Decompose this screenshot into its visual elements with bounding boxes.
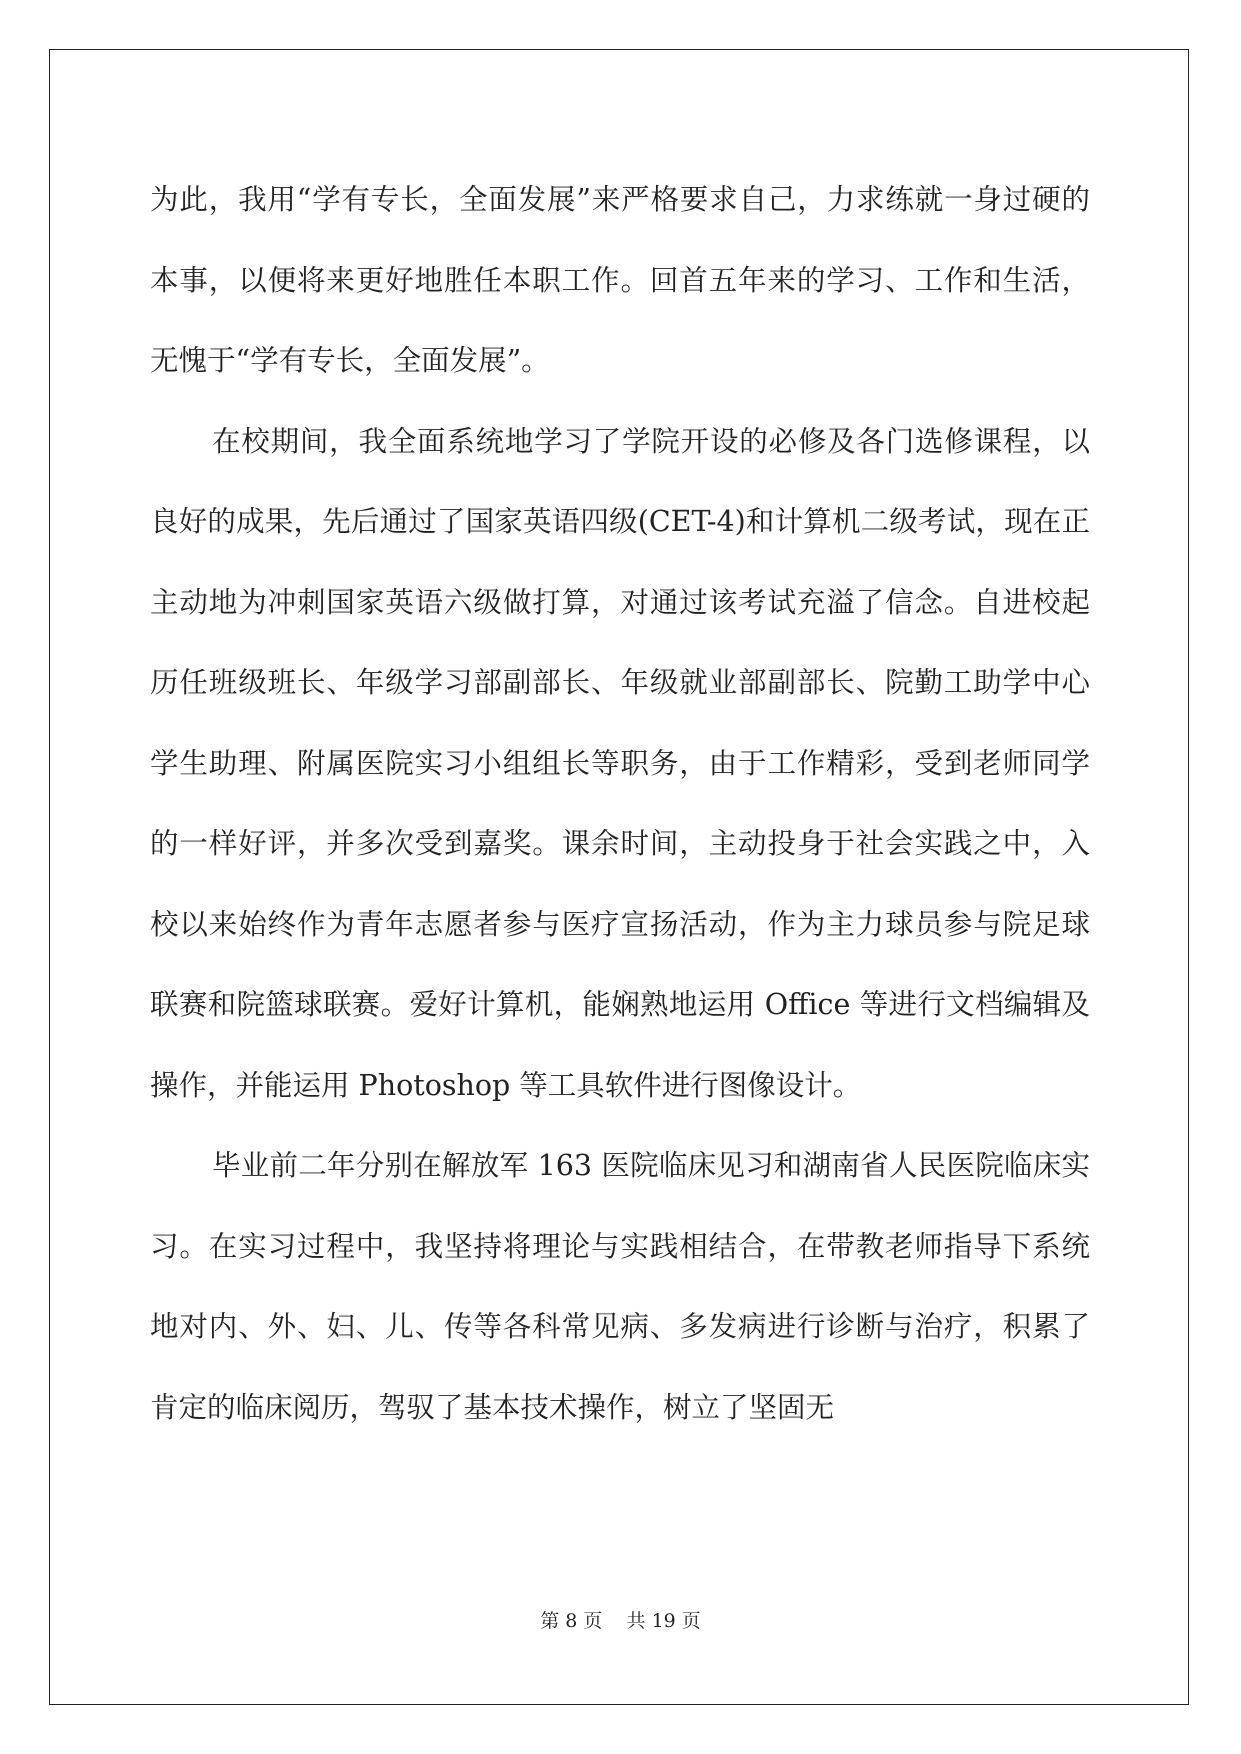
paragraph-2: 在校期间，我全面系统地学习了学院开设的必修及各门选修课程，以良好的成果，先后通过了国家英语四级(CET-4)和计算机二级考试，现在正主动地为冲刺国家英语六级做打算，对通过该考试充溢了信念。自进校起历任班级班长、年级学习部副部长、年级就业部副部长、院勤工助学中心学生助理、附属医院实习小组组长等职务，由于工作精彩，受到老师同学的一样好评，并多次受到嘉奖。课余时间，主动投身于社会实践之中，入校以来始终作为青年志愿者参与医疗宣扬活动，作为主力球员参与院足球联赛和院篮球联赛。爱好计算机，能娴熟地运用 Office 等进行文档编辑及操作，并能运用 Photoshop 等工具软件进行图像设计。 — [150, 424, 1090, 1102]
page-number-footer: 第 8 页 共 19 页 — [540, 1610, 701, 1632]
paragraph-3: 毕业前二年分别在解放军 163 医院临床见习和湖南省人民医院临床实习。在实习过程中，我坚持将理论与实践相结合，在带教老师指导下系统地对内、外、妇、儿、传等各科常见病、多发病进行诊断与治疗，积累了肯定的临床阅历，驾驭了基本技术操作，树立了坚固无 — [150, 1149, 1090, 1424]
paragraph-1: 为此，我用“学有专长，全面发展”来严格要求自己，力求练就一身过硬的本事，以便将来更好地胜任本职工作。回首五年来的学习、工作和生活，无愧于“学有专长，全面发展”。 — [150, 183, 1090, 377]
document-body — [150, 160, 1090, 1448]
